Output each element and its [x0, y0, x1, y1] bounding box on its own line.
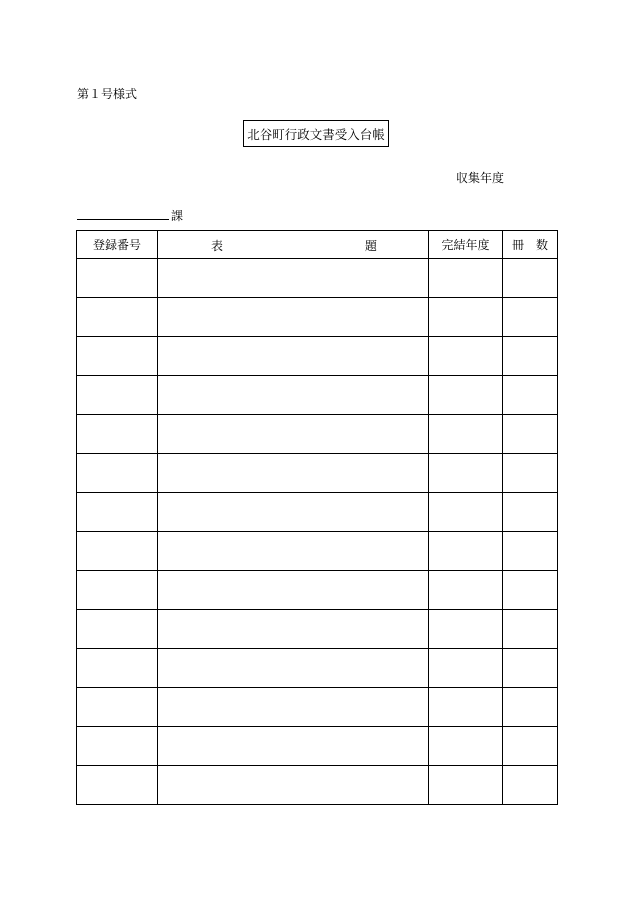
cell-completion-year[interactable]	[429, 649, 503, 688]
cell-completion-year[interactable]	[429, 259, 503, 298]
cell-registration-number[interactable]	[77, 376, 158, 415]
cell-completion-year[interactable]	[429, 493, 503, 532]
cell-title[interactable]	[158, 649, 429, 688]
cell-registration-number[interactable]	[77, 259, 158, 298]
cell-completion-year[interactable]	[429, 610, 503, 649]
department-label: 課	[171, 209, 184, 223]
cell-volume-count[interactable]	[503, 766, 558, 805]
cell-title[interactable]	[158, 571, 429, 610]
cell-registration-number[interactable]	[77, 337, 158, 376]
cell-volume-count[interactable]	[503, 649, 558, 688]
collection-year-label: 収集年度	[456, 171, 505, 185]
cell-completion-year[interactable]	[429, 376, 503, 415]
cell-registration-number[interactable]	[77, 298, 158, 337]
cell-volume-count[interactable]	[503, 610, 558, 649]
cell-title[interactable]	[158, 688, 429, 727]
cell-completion-year[interactable]	[429, 298, 503, 337]
header-title-part2: 題	[365, 239, 378, 253]
table-row	[77, 610, 558, 649]
cell-registration-number[interactable]	[77, 532, 158, 571]
table-row	[77, 688, 558, 727]
cell-volume-count[interactable]	[503, 571, 558, 610]
cell-volume-count[interactable]	[503, 259, 558, 298]
form-number: 第１号様式	[77, 87, 138, 101]
table-row	[77, 493, 558, 532]
cell-completion-year[interactable]	[429, 532, 503, 571]
cell-volume-count[interactable]	[503, 298, 558, 337]
table-row	[77, 376, 558, 415]
table-row	[77, 727, 558, 766]
cell-volume-count[interactable]	[503, 337, 558, 376]
table-row	[77, 259, 558, 298]
ledger-table	[76, 230, 558, 805]
cell-title[interactable]	[158, 610, 429, 649]
department-blank-line[interactable]	[77, 219, 169, 220]
cell-volume-count[interactable]	[503, 493, 558, 532]
cell-title[interactable]	[158, 415, 429, 454]
cell-title[interactable]	[158, 376, 429, 415]
cell-registration-number[interactable]	[77, 766, 158, 805]
cell-title[interactable]	[158, 337, 429, 376]
document-title: 北谷町行政文書受入台帳	[243, 120, 389, 147]
table-row	[77, 454, 558, 493]
cell-registration-number[interactable]	[77, 649, 158, 688]
header-title	[158, 231, 429, 259]
cell-title[interactable]	[158, 766, 429, 805]
cell-registration-number[interactable]	[77, 610, 158, 649]
table-row	[77, 532, 558, 571]
cell-registration-number[interactable]	[77, 571, 158, 610]
cell-completion-year[interactable]	[429, 415, 503, 454]
header-completion-year: 完結年度	[429, 231, 503, 259]
cell-title[interactable]	[158, 727, 429, 766]
table-row	[77, 571, 558, 610]
cell-volume-count[interactable]	[503, 454, 558, 493]
cell-title[interactable]	[158, 532, 429, 571]
cell-completion-year[interactable]	[429, 727, 503, 766]
cell-volume-count[interactable]	[503, 688, 558, 727]
cell-completion-year[interactable]	[429, 337, 503, 376]
header-row	[77, 231, 558, 259]
cell-registration-number[interactable]	[77, 415, 158, 454]
cell-registration-number[interactable]	[77, 727, 158, 766]
table-row	[77, 649, 558, 688]
cell-completion-year[interactable]	[429, 571, 503, 610]
header-title-part1: 表	[211, 239, 224, 253]
cell-registration-number[interactable]	[77, 493, 158, 532]
table-row	[77, 415, 558, 454]
cell-volume-count[interactable]	[503, 532, 558, 571]
cell-completion-year[interactable]	[429, 766, 503, 805]
cell-volume-count[interactable]	[503, 376, 558, 415]
cell-registration-number[interactable]	[77, 454, 158, 493]
table-row	[77, 766, 558, 805]
cell-title[interactable]	[158, 493, 429, 532]
ledger-body	[77, 259, 558, 805]
cell-registration-number[interactable]	[77, 688, 158, 727]
cell-volume-count[interactable]	[503, 415, 558, 454]
cell-volume-count[interactable]	[503, 727, 558, 766]
header-registration-number: 登録番号	[77, 231, 158, 259]
cell-title[interactable]	[158, 454, 429, 493]
cell-title[interactable]	[158, 298, 429, 337]
table-row	[77, 337, 558, 376]
cell-completion-year[interactable]	[429, 454, 503, 493]
cell-completion-year[interactable]	[429, 688, 503, 727]
cell-title[interactable]	[158, 259, 429, 298]
table-row	[77, 298, 558, 337]
header-volume-count: 冊 数	[503, 231, 558, 259]
